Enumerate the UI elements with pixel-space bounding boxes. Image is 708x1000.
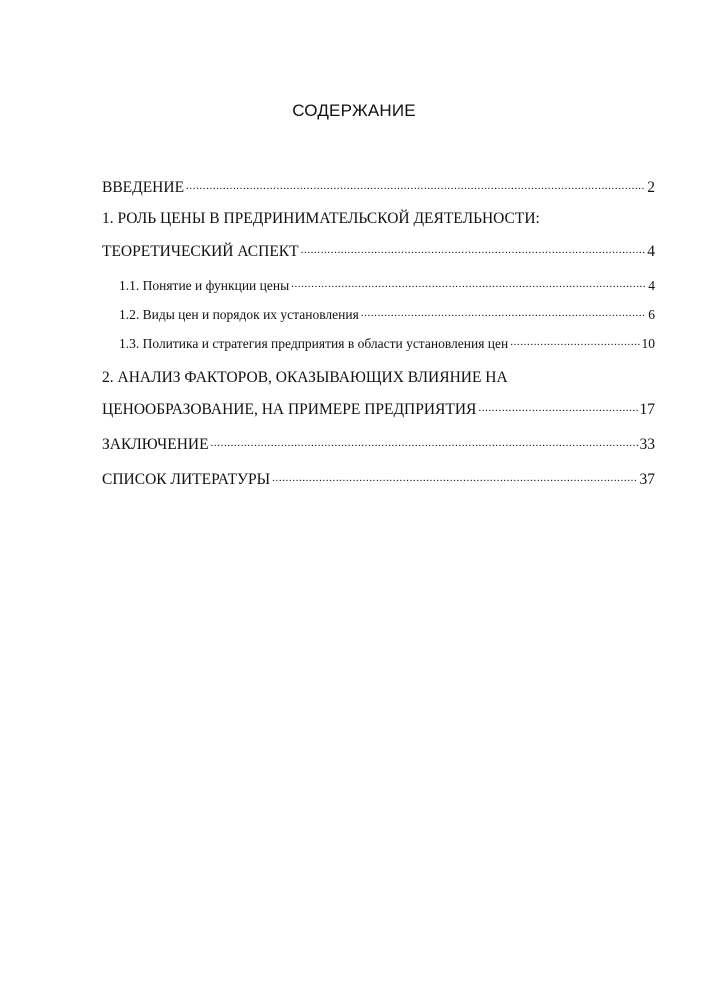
dot-leader: [510, 334, 639, 348]
toc-entry-chapter2[interactable]: [102, 398, 655, 419]
dot-leader: [211, 433, 638, 449]
toc-entry-label: 1.1. Понятие и функции цены: [119, 277, 290, 293]
toc-entry-page: 2: [647, 178, 655, 196]
toc-entry-section-1-3[interactable]: [119, 334, 655, 352]
toc-entry-label: ЦЕНООБРАЗОВАНИЕ, НА ПРИМЕРЕ ПРЕДПРИЯТИЯ: [102, 400, 477, 418]
toc-entry-page: 4: [648, 277, 655, 293]
toc-entry-label: 1.2. Виды цен и порядок их установления: [119, 306, 359, 322]
toc-entry-bibliography[interactable]: [102, 468, 655, 489]
toc-entry-page: 4: [647, 242, 655, 260]
toc-entry-page: 10: [641, 335, 655, 351]
dot-leader: [301, 240, 646, 256]
dot-leader: [272, 468, 637, 484]
toc-entry-label: ВВЕДЕНИЕ: [102, 178, 185, 196]
toc-entry-conclusion[interactable]: [102, 433, 655, 454]
toc-entry-chapter1[interactable]: [102, 240, 655, 261]
toc-entry-page: 37: [639, 470, 655, 488]
toc-entry-chapter2-line1: 2. АНАЛИЗ ФАКТОРОВ, ОКАЗЫВАЮЩИХ ВЛИЯНИЕ НА: [102, 369, 508, 386]
dot-leader: [361, 305, 646, 319]
toc-entry-page: 17: [639, 400, 655, 418]
toc-entry-chapter1-line1: 1. РОЛЬ ЦЕНЫ В ПРЕДРИНИМАТЕЛЬСКОЙ ДЕЯТЕЛЬНОСТИ:: [102, 210, 540, 227]
toc-entry-page: 33: [639, 435, 655, 453]
dot-leader: [186, 176, 645, 192]
toc-entry-label: ТЕОРЕТИЧЕСКИЙ АСПЕКТ: [102, 242, 299, 260]
toc-entry-introduction[interactable]: [102, 176, 655, 197]
dot-leader: [478, 398, 637, 414]
toc-entry-page: 6: [648, 306, 655, 322]
toc-entry-section-1-2[interactable]: [119, 305, 655, 323]
toc-entry-section-1-1[interactable]: [119, 276, 655, 294]
dot-leader: [291, 276, 646, 290]
toc-title: СОДЕРЖАНИЕ: [292, 101, 416, 120]
toc-entry-label: ЗАКЛЮЧЕНИЕ: [102, 435, 209, 453]
toc-entry-label: СПИСОК ЛИТЕРАТУРЫ: [102, 470, 271, 488]
toc-entry-label: 1.3. Политика и стратегия предприятия в области установления цен: [119, 335, 509, 351]
